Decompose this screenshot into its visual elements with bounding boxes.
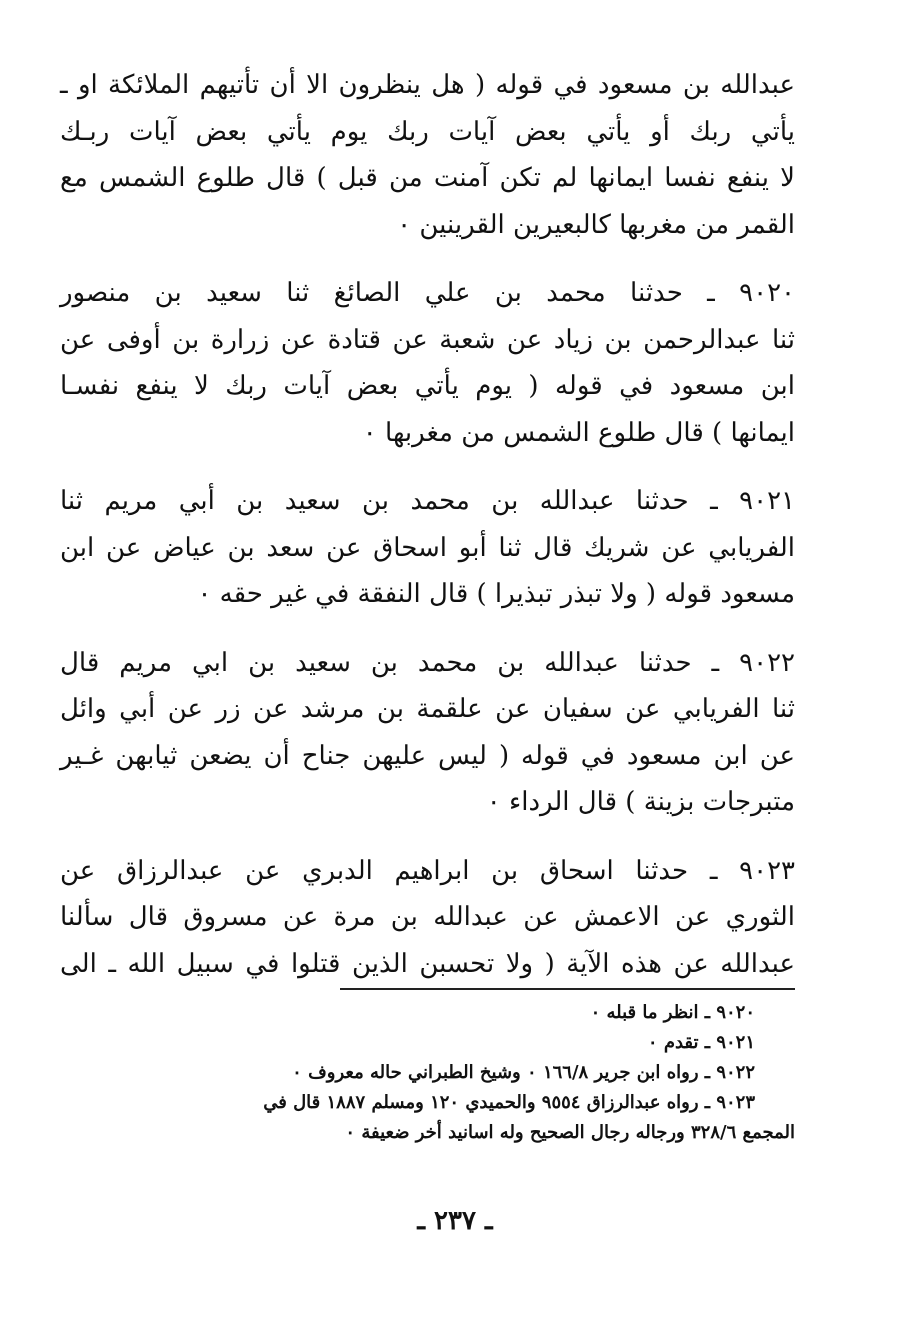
text-line: يأتي ربك أو يأتي بعض آيات ربك يوم يأتي بعض آيات ربـك: [60, 116, 795, 147]
text-line: مسعود قوله ( ولا تبذر تبذيرا ) قال النفقة في غير حقه ٠: [197, 579, 795, 609]
paragraph-continuation: [60, 62, 795, 248]
text-line: ثنا عبدالرحمن بن زياد عن شعبة عن قتادة عن زرارة بن أوفى عن: [60, 324, 795, 355]
text-line: الثوري عن الاعمش عن عبدالله بن مرة عن مسروق قال سألنا: [60, 902, 795, 932]
text-line: الفريابي عن شريك قال ثنا أبو اسحاق عن سعد بن عياض عن ابن: [60, 532, 795, 563]
text-line: ايمانها ) قال طلوع الشمس من مغربها ٠: [362, 417, 795, 448]
footnote-9020: ٩٠٢٠ ـ انظر ما قبله ٠: [590, 1002, 755, 1023]
footnote-9021: ٩٠٢١ ـ تقدم ٠: [647, 1032, 755, 1053]
text-line: ٩٠٢٠ ـ حدثنا محمد بن علي الصائغ ثنا سعيد بن منصور: [60, 278, 795, 308]
footnote-9023-continuation: المجمع ٣٢٨/٦ ورجاله رجال الصحيح وله اسانيد أخر ضعيفة ٠: [345, 1122, 795, 1143]
text-line: ابن مسعود في قوله ( يوم يأتي بعض آيات ربك لا ينفع نفسـا: [60, 371, 795, 401]
text-line: ٩٠٢٣ ـ حدثنا اسحاق بن ابراهيم الدبري عن عبدالرزاق عن: [60, 855, 795, 886]
footnote-9023: ٩٠٢٣ ـ رواه عبدالرزاق ٩٥٥٤ والحميدي ١٢٠ ومسلم ١٨٨٧ قال في: [263, 1092, 755, 1113]
text-line: عبدالله بن مسعود في قوله ( هل ينظرون الا أن تأتيهم الملائكة او ـ: [60, 70, 795, 100]
text-line: عن ابن مسعود في قوله ( ليس عليهن جناح أن يضعن ثيابهن غـير: [60, 740, 795, 771]
hadith-9021: [60, 478, 795, 618]
main-text: [60, 62, 795, 1009]
text-line: ثنا الفريابي عن سفيان عن علقمة بن مرشد عن زر عن أبي وائل: [60, 694, 795, 724]
page-number: ـ ٢٣٧ ـ: [417, 1206, 493, 1236]
text-line: عبدالله عن هذه الآية ( ولا تحسبن الذين قتلوا في سبيل الله ـ الى: [60, 948, 795, 979]
text-line: القمر من مغربها كالبعيرين القرينين ٠: [397, 209, 795, 240]
text-line: ٩٠٢٢ ـ حدثنا عبدالله بن محمد بن سعيد بن ابي مريم قال: [60, 647, 795, 678]
text-line: ٩٠٢١ ـ حدثنا عبدالله بن محمد بن سعيد بن أبي مريم ثنا: [60, 486, 795, 516]
footnote-divider: [340, 988, 795, 990]
footnote-9022: ٩٠٢٢ ـ رواه ابن جرير ١٦٦/٨ ٠ وشيخ الطبراني حاله معروف ٠: [292, 1062, 755, 1083]
hadith-9023: [60, 848, 795, 988]
text-line: متبرجات بزينة ) قال الرداء ٠: [486, 787, 795, 817]
footnotes: [100, 998, 795, 1148]
text-line: لا ينفع نفسا ايمانها لم تكن آمنت من قبل ) قال طلوع الشمس مع: [60, 163, 795, 193]
hadith-9020: [60, 270, 795, 456]
hadith-9022: [60, 640, 795, 826]
